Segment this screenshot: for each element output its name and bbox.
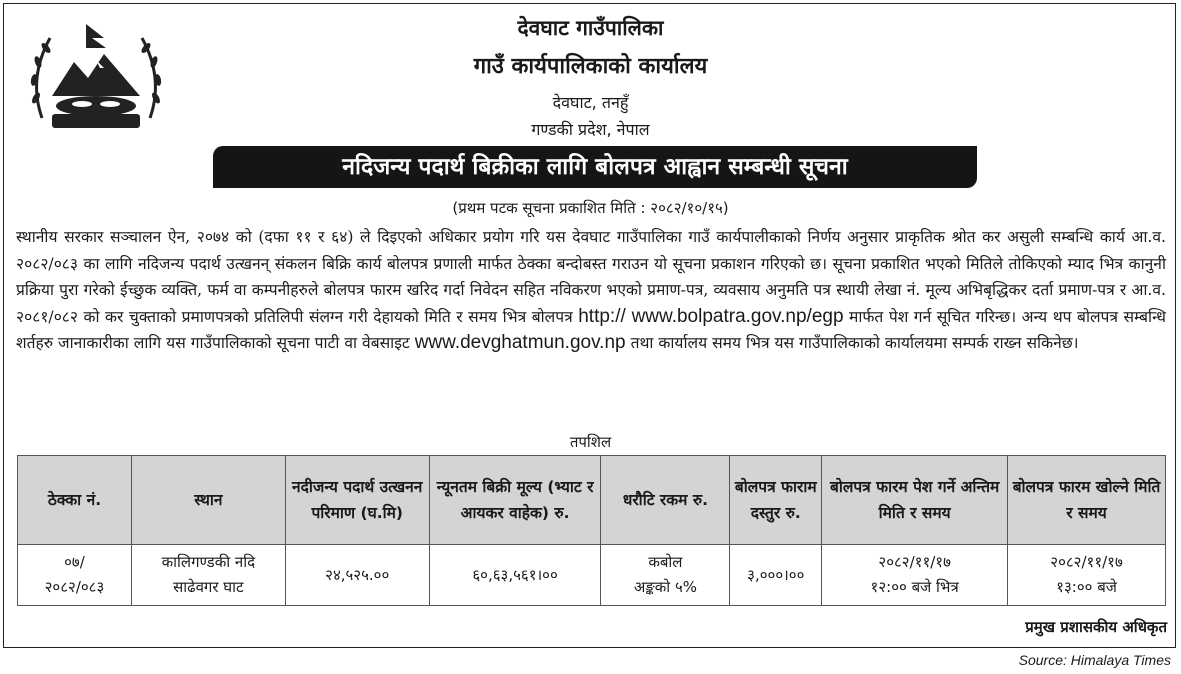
cell-contract-no	[18, 545, 132, 606]
address-line-2: गण्डकी प्रदेश, नेपाल	[531, 120, 650, 139]
header-location: स्थान	[131, 456, 285, 545]
header-contract-no: ठेक्का नं.	[18, 456, 132, 545]
deposit-line-2: अङ्कको ५%	[633, 578, 697, 596]
notice-title: नदिजन्य पदार्थ बिक्रीका लागि बोलपत्र आह्वान सम्बन्धी सूचना	[213, 146, 977, 188]
header-min-price: न्यूनतम बिक्री मूल्य (भ्याट र आयकर वाहेक) रु.	[429, 456, 601, 545]
location-line-1: कालिगण्डकी नदि	[161, 553, 256, 571]
body-text-part-3: तथा कार्यालय समय भित्र यस गाउँपालिकाको कार्यालयमा सम्पर्क राख्न सकिनेछ।	[630, 334, 1079, 352]
header-submit-deadline: बोलपत्र फारम पेश गर्ने अन्तिम मिति र समय	[822, 456, 1008, 545]
bolpatra-link[interactable]: http:// www.bolpatra.gov.np/egp	[578, 305, 844, 327]
municipality-name: देवघाट गाउँपालिका	[517, 16, 664, 40]
contract-no-line-2: २०८२/०८३	[44, 578, 105, 596]
header-form-fee: बोलपत्र फाराम दस्तुर रु.	[730, 456, 822, 545]
cell-deposit	[601, 545, 730, 606]
office-name: गाउँ कार्यपालिकाको कार्यालय	[473, 54, 708, 79]
open-date: २०८२/११/१७	[1050, 553, 1123, 571]
address-line-1: देवघाट, तनहुँ	[552, 93, 629, 112]
cell-opening-date	[1008, 545, 1166, 606]
contract-no-line-1: ०७/	[64, 553, 85, 571]
cell-form-fee: ३,०००।००	[730, 545, 822, 606]
submit-date: २०८२/११/१७	[878, 553, 951, 571]
location-line-2: साढेवगर घाट	[173, 578, 244, 596]
open-time: १३:०० बजे	[1056, 578, 1117, 596]
body-text-part-1: स्थानीय सरकार सञ्चालन ऐन, २०७४ को (दफा ११ र ६४) ले दिइएको अधिकार प्रयोग गरि यस देवघाट गाउँपालिका गाउँ कार्यपालीकाको निर्णय अनुसार प्राकृतिक श्रोत कर असुली सम्बन्धि कार्य आ.व. २०८२/०८३ का लागि नदिजन्य पदार्थ उत्खनन् संकलन बिक्रि कार्य बोलपत्र प्रणाली मार्फत ठेक्का बन्दोबस्त गराउन यो सूचना प्रकाशन गरिएको छ। सूचना प्रकाशित भएको मितिले तोकिएको म्याद भित्र कानुनी प्रक्रिया पुरा गरेको ईच्छुक व्यक्ति, फर्म वा कम्पनीहरुले बोलपत्र फारम खरिद गर्दा निवेदन सहित नविकरण भएको प्रमाण-पत्र, व्यवसाय अनुमति पत्र स्थायी लेखा नं. मूल्य अभिबृद्धिकर दर्ता प्रमाण-पत्र र आ.व. २०८१/०८२ को कर चुक्ताको प्रमाणपत्रको प्रतिलिपी संलग्न गरी देहायको मिति र समय भित्र बोलपत्र	[16, 228, 1166, 326]
body-text-part-2: मार्फत पेश गर्न सूचित गरिन्छ। अन्य थप बोलपत्र सम्बन्धि शर्तहरु जानाकारीका लागि यस गाउँपालिकाको सूचना पाटी वा वेबसाइट	[16, 307, 1166, 352]
header-deposit: धरौटि रकम रु.	[601, 456, 730, 545]
header-opening-date: बोलपत्र फारम खोल्ने मिति र समय	[1008, 456, 1166, 545]
source-credit: Source: Himalaya Times	[1018, 652, 1171, 668]
schedule-label: तपशिल	[569, 433, 612, 451]
header-quantity: नदीजन्य पदार्थ उत्खनन परिमाण (घ.मि)	[285, 456, 429, 545]
website-link[interactable]: www.devghatmun.gov.np	[414, 332, 626, 353]
notice-body	[16, 224, 1166, 357]
submit-time: १२:०० बजे भित्र	[870, 578, 959, 596]
table-header-row	[18, 456, 1166, 545]
signatory-title: प्रमुख प्रशासकीय अधिकृत	[1025, 618, 1167, 636]
cell-quantity: २४,५२५.००	[285, 545, 429, 606]
cell-location	[131, 545, 285, 606]
table-row	[18, 545, 1166, 606]
deposit-line-1: कबोल	[648, 553, 683, 571]
cell-min-price: ६०,६३,५६१।००	[429, 545, 601, 606]
tender-table	[17, 455, 1166, 606]
publication-date: (प्रथम पटक सूचना प्रकाशित मिति : २०८२/१०/१५)	[452, 199, 729, 217]
cell-submit-deadline	[822, 545, 1008, 606]
